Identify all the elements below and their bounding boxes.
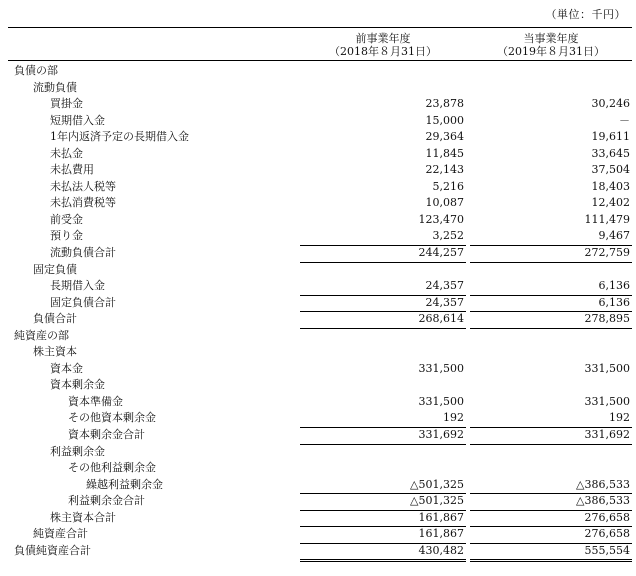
table-row bbox=[0, 195, 636, 212]
row-curr-value: 111,479 bbox=[584, 212, 630, 226]
row-prev-value: 331,500 bbox=[418, 394, 464, 408]
row-curr-value: 18,403 bbox=[591, 179, 630, 193]
row-label: 未払費用 bbox=[50, 163, 94, 177]
row-curr-value: 272,759 bbox=[584, 246, 630, 260]
table-row bbox=[0, 129, 636, 146]
table-row bbox=[0, 80, 636, 97]
row-prev-value: 5,216 bbox=[432, 179, 464, 193]
column-header-curr bbox=[470, 32, 632, 58]
subtotal-rule bbox=[300, 262, 466, 263]
row-curr-value: 33,645 bbox=[591, 146, 630, 160]
header-top-rule bbox=[8, 27, 632, 28]
table-row-total bbox=[0, 526, 636, 543]
row-prev-value: 123,470 bbox=[418, 212, 464, 226]
table-row-subtotal bbox=[0, 510, 636, 527]
row-curr-value: 278,895 bbox=[584, 312, 630, 326]
row-label: 負債純資産合計 bbox=[14, 543, 91, 557]
row-curr-value: 331,500 bbox=[584, 394, 630, 408]
row-label: 利益剰余金 bbox=[50, 444, 105, 458]
table-row bbox=[0, 344, 636, 361]
column-prev-date: （2018年８月31日） bbox=[329, 45, 437, 58]
row-curr-value: － bbox=[619, 113, 630, 127]
table-row bbox=[0, 212, 636, 229]
row-label: 前受金 bbox=[50, 212, 83, 226]
row-prev-value: 23,878 bbox=[425, 97, 464, 111]
table-row-grand-total bbox=[0, 543, 636, 560]
row-prev-value: △501,325 bbox=[410, 494, 464, 508]
row-curr-value: 276,658 bbox=[584, 510, 630, 524]
row-label: 株主資本 bbox=[33, 345, 77, 359]
row-curr-value: 19,611 bbox=[591, 130, 630, 144]
row-label: その他利益剰余金 bbox=[68, 461, 156, 475]
unit-label: （単位：千円） bbox=[545, 8, 626, 21]
row-label: 資本金 bbox=[50, 361, 83, 375]
table-row bbox=[0, 162, 636, 179]
table-row-total bbox=[0, 311, 636, 328]
table-row bbox=[0, 361, 636, 378]
row-label: 負債の部 bbox=[14, 64, 58, 77]
row-label: 純資産の部 bbox=[14, 328, 69, 342]
row-curr-value: 12,402 bbox=[591, 196, 630, 210]
column-curr-date: （2019年８月31日） bbox=[497, 45, 605, 58]
row-label: 固定負債合計 bbox=[50, 295, 116, 309]
table-row bbox=[0, 278, 636, 295]
row-curr-value: 555,554 bbox=[584, 543, 630, 557]
row-curr-value: 192 bbox=[609, 411, 630, 425]
subtotal-rule bbox=[300, 444, 466, 445]
subtotal-rule bbox=[470, 328, 632, 329]
row-label: 資本剰余金 bbox=[50, 378, 105, 392]
row-prev-value: 15,000 bbox=[425, 113, 464, 127]
balance-sheet-rows bbox=[0, 63, 636, 576]
row-label: 預り金 bbox=[50, 229, 83, 243]
table-row-subtotal bbox=[0, 427, 636, 444]
table-row bbox=[0, 328, 636, 345]
row-prev-value: 29,364 bbox=[425, 130, 464, 144]
table-row-subtotal bbox=[0, 295, 636, 312]
table-row bbox=[0, 146, 636, 163]
grand-total-double-rule bbox=[470, 559, 632, 562]
row-curr-value: 331,500 bbox=[584, 361, 630, 375]
table-row-subtotal bbox=[0, 493, 636, 510]
row-label: 買掛金 bbox=[50, 97, 83, 111]
row-prev-value: 22,143 bbox=[425, 163, 464, 177]
row-prev-value: 11,845 bbox=[425, 146, 464, 160]
row-prev-value: 3,252 bbox=[432, 229, 464, 243]
row-label: 利益剰余金合計 bbox=[68, 494, 145, 508]
row-prev-value: 161,867 bbox=[418, 510, 464, 524]
row-label: 繰越利益剰余金 bbox=[86, 477, 163, 491]
subtotal-rule bbox=[470, 444, 632, 445]
row-curr-value: △386,533 bbox=[576, 494, 630, 508]
row-prev-value: 430,482 bbox=[418, 543, 464, 557]
row-prev-value: 24,357 bbox=[425, 295, 464, 309]
table-row bbox=[0, 410, 636, 427]
row-curr-value: 276,658 bbox=[584, 527, 630, 541]
table-row bbox=[0, 444, 636, 461]
table-row bbox=[0, 113, 636, 130]
table-row bbox=[0, 228, 636, 245]
table-row bbox=[0, 394, 636, 411]
row-curr-value: 6,136 bbox=[598, 295, 630, 309]
row-label: 短期借入金 bbox=[50, 113, 105, 127]
row-label: 未払金 bbox=[50, 146, 83, 160]
row-label: 株主資本合計 bbox=[50, 510, 116, 524]
row-label: 資本準備金 bbox=[68, 394, 123, 408]
row-label: 流動負債合計 bbox=[50, 246, 116, 260]
column-header-prev bbox=[300, 32, 466, 58]
row-prev-value: 24,357 bbox=[425, 279, 464, 293]
row-label: 資本剰余金合計 bbox=[68, 428, 145, 442]
row-prev-value: 331,500 bbox=[418, 361, 464, 375]
row-label: 流動負債 bbox=[33, 80, 77, 94]
row-curr-value: 9,467 bbox=[598, 229, 630, 243]
column-prev-title: 前事業年度 bbox=[355, 32, 411, 45]
row-label: 1年内返済予定の長期借入金 bbox=[50, 130, 189, 144]
row-prev-value: 161,867 bbox=[418, 527, 464, 541]
table-row bbox=[0, 179, 636, 196]
subtotal-rule bbox=[300, 328, 466, 329]
row-prev-value: 192 bbox=[443, 411, 464, 425]
row-label: 未払消費税等 bbox=[50, 196, 116, 210]
row-curr-value: △386,533 bbox=[576, 477, 630, 491]
header-bottom-rule bbox=[8, 60, 632, 61]
row-prev-value: △501,325 bbox=[410, 477, 464, 491]
table-row bbox=[0, 63, 636, 80]
grand-total-double-rule bbox=[300, 559, 466, 562]
table-row bbox=[0, 460, 636, 477]
row-label: 長期借入金 bbox=[50, 279, 105, 293]
row-label: 固定負債 bbox=[33, 262, 77, 276]
row-label: 純資産合計 bbox=[33, 527, 88, 541]
table-row bbox=[0, 477, 636, 494]
table-row bbox=[0, 262, 636, 279]
row-curr-value: 6,136 bbox=[598, 279, 630, 293]
row-curr-value: 30,246 bbox=[591, 97, 630, 111]
row-prev-value: 268,614 bbox=[418, 312, 464, 326]
table-end bbox=[0, 559, 636, 576]
row-curr-value: 331,692 bbox=[584, 428, 630, 442]
column-curr-title: 当事業年度 bbox=[523, 32, 579, 45]
row-prev-value: 331,692 bbox=[418, 428, 464, 442]
table-row-subtotal bbox=[0, 245, 636, 262]
row-curr-value: 37,504 bbox=[591, 163, 630, 177]
table-row bbox=[0, 96, 636, 113]
row-label: 負債合計 bbox=[33, 312, 77, 326]
subtotal-rule bbox=[470, 262, 632, 263]
row-prev-value: 10,087 bbox=[425, 196, 464, 210]
row-prev-value: 244,257 bbox=[418, 246, 464, 260]
row-label: 未払法人税等 bbox=[50, 179, 116, 193]
row-label: その他資本剰余金 bbox=[68, 411, 156, 425]
table-row bbox=[0, 377, 636, 394]
